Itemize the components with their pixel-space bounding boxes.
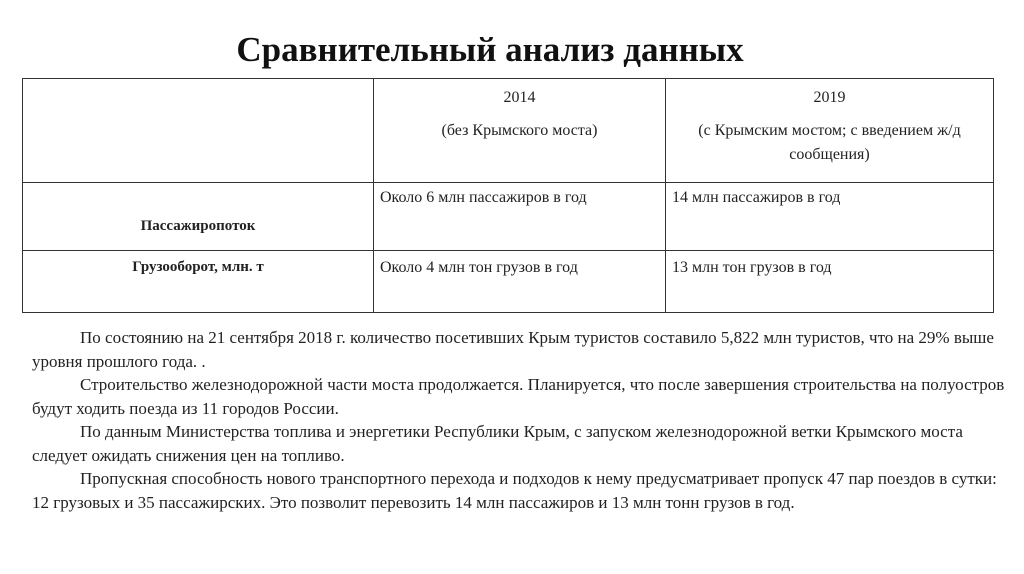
cell-passengers-2019: 14 млн пассажиров в год [666,183,994,251]
cell-cargo-2019: 13 млн тон грузов в год [666,251,994,313]
paragraph-capacity: Пропускная способность нового транспортного перехода и подходов к нему предусматривает пропуск 47 пар поездов в сутки: 12 грузовых и 35 пассажирских. Это позволит перевозить 14 млн пассажиров и 13 млн тонн грузов в год. [32,469,997,512]
table-row [23,251,994,313]
paragraph-fuel-prices: По данным Министерства топлива и энергетики Республики Крым, с запуском железнодорожной ветки Крымского моста следует ожидать снижения цен на топливо. [32,422,963,465]
table-row [23,183,994,251]
cell-passengers-2014: Около 6 млн пассажиров в год [374,183,666,251]
header-note-2014: (без Крымского моста) [441,122,598,139]
header-note-2019: (с Крымским мостом; с введением ж/д сообщения) [698,122,961,163]
paragraph-tourists: По состоянию на 21 сентября 2018 г. количество посетивших Крым туристов составило 5,822 млн туристов, что на 29% выше уровня прошлого года. . [32,328,994,371]
header-empty-cell [23,79,374,183]
header-year-2014: 2014 [503,89,536,106]
body-text [32,326,1007,514]
paragraph-railway-construction: Строительство железнодорожной части моста продолжается. Планируется, что после завершения строительства на полуостров будут ходить поезда из 11 городов России. [32,375,1005,418]
header-2019-cell [666,79,994,183]
table-header-row [23,79,994,183]
row-label-cargo-turnover: Грузооборот, млн. т [23,251,374,313]
row-label-passenger-flow: Пассажиропоток [23,183,374,251]
cell-cargo-2014: Около 4 млн тон грузов в год [374,251,666,313]
page-title: Сравнительный анализ данных [236,30,744,69]
header-2014-cell [374,79,666,183]
comparison-table [22,78,994,313]
header-year-2019: 2019 [813,89,846,106]
